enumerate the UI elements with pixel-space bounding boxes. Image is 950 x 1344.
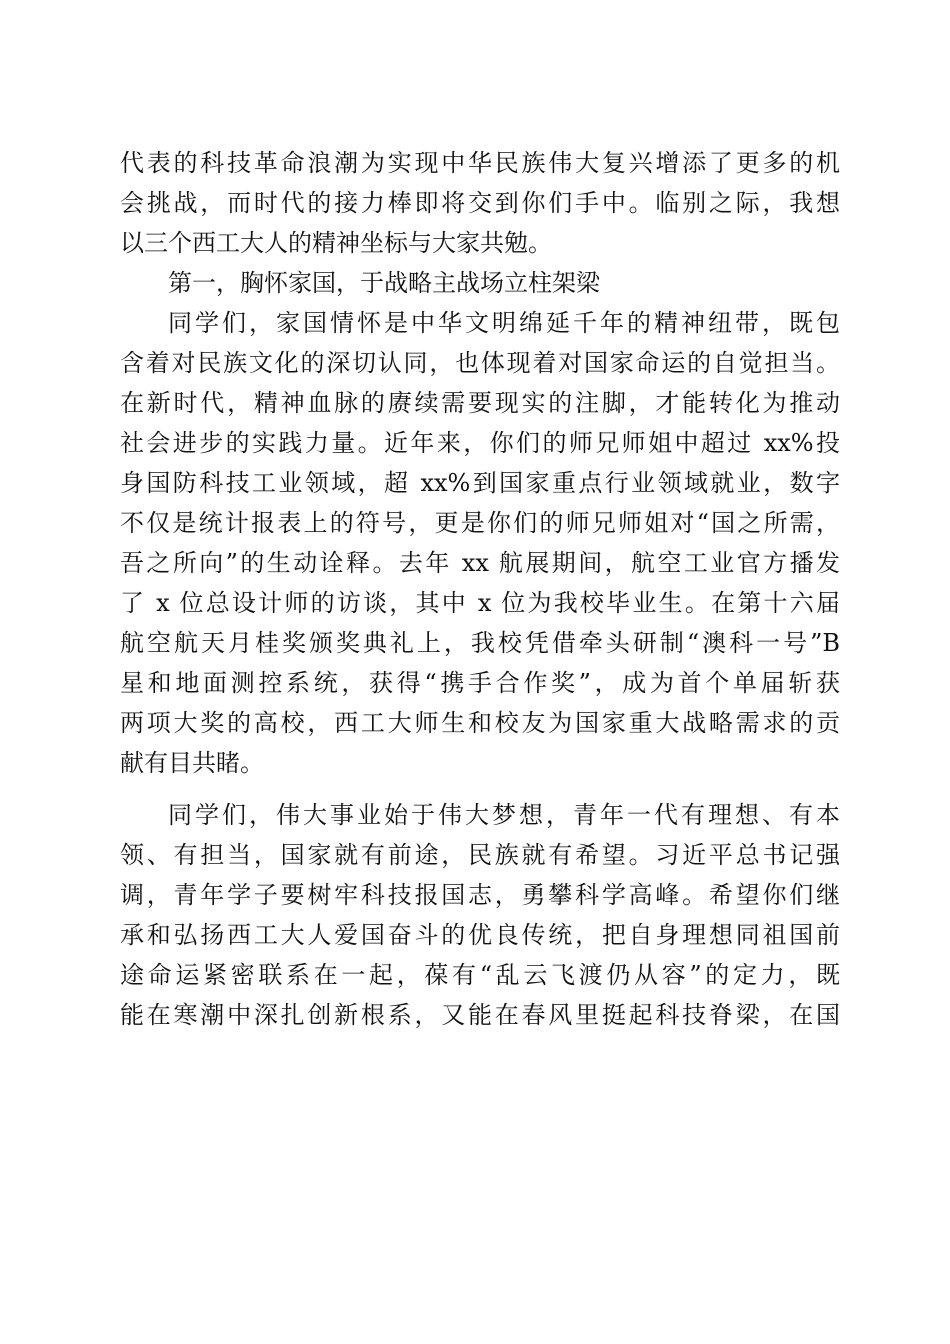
- paragraph-line: 领、有担当，国家就有前途，民族就有希望。习近平总书记强: [120, 841, 840, 869]
- paragraph-line: 星和地面测控系统，获得“携手合作奖”，成为首个单届斩获: [120, 669, 840, 697]
- paragraph-line: 两项大奖的高校，西工大师生和校友为国家重大战略需求的贡: [120, 709, 840, 737]
- paragraph-line: 献有目共睹。: [120, 749, 264, 777]
- paragraph-line: 代表的科技革命浪潮为实现中华民族伟大复兴增添了更多的机: [120, 149, 840, 177]
- paragraph-line: 能在寒潮中深扎创新根系，又能在春风里挺起科技脊梁，在国: [120, 1001, 840, 1029]
- paragraph-family-and-nation: [120, 303, 840, 783]
- paragraph-line: 航空航天月桂奖颁奖典礼上，我校凭借牵头研制“澳科一号”B: [120, 629, 840, 657]
- paragraph-great-dreams: [120, 795, 840, 1035]
- paragraph-line: 不仅是统计报表上的符号，更是你们的师兄师姐对“国之所需，: [120, 509, 840, 537]
- paragraph-line: 同学们，伟大事业始于伟大梦想，青年一代有理想、有本: [168, 801, 840, 829]
- section-heading-text: 第一，胸怀家国，于战略主战场立柱架梁: [168, 269, 600, 297]
- document-body: [120, 143, 840, 1035]
- paragraph-line: 途命运紧密联系在一起，葆有“乱云飞渡仍从容”的定力，既: [120, 961, 840, 989]
- paragraph-line: 同学们，家国情怀是中华文明绵延千年的精神纽带，既包: [168, 309, 840, 337]
- paragraph-line: 社会进步的实践力量。近年来，你们的师兄师姐中超过 xx%投: [120, 429, 840, 457]
- paragraph-continuation: [120, 143, 840, 263]
- paragraph-line: 会挑战，而时代的接力棒即将交到你们手中。临别之际，我想: [120, 189, 840, 217]
- paragraph-line: 以三个西工大人的精神坐标与大家共勉。: [120, 229, 552, 257]
- paragraph-line: 吾之所向”的生动诠释。去年 xx 航展期间，航空工业官方播发: [120, 549, 840, 577]
- paragraph-line: 调，青年学子要树牢科技报国志，勇攀科学高峰。希望你们继: [120, 881, 840, 909]
- paragraph-line: 含着对民族文化的深切认同，也体现着对国家命运的自觉担当。: [120, 349, 840, 377]
- paragraph-line: 承和弘扬西工大人爱国奋斗的优良传统，把自身理想同祖国前: [120, 921, 840, 949]
- paragraph-spacer: [120, 783, 840, 795]
- paragraph-line: 了 x 位总设计师的访谈，其中 x 位为我校毕业生。在第十六届: [120, 589, 840, 617]
- paragraph-line: 身国防科技工业领域，超 xx%到国家重点行业领域就业，数字: [120, 469, 840, 497]
- section-heading: [120, 263, 840, 303]
- paragraph-line: 在新时代，精神血脉的赓续需要现实的注脚，才能转化为推动: [120, 389, 840, 417]
